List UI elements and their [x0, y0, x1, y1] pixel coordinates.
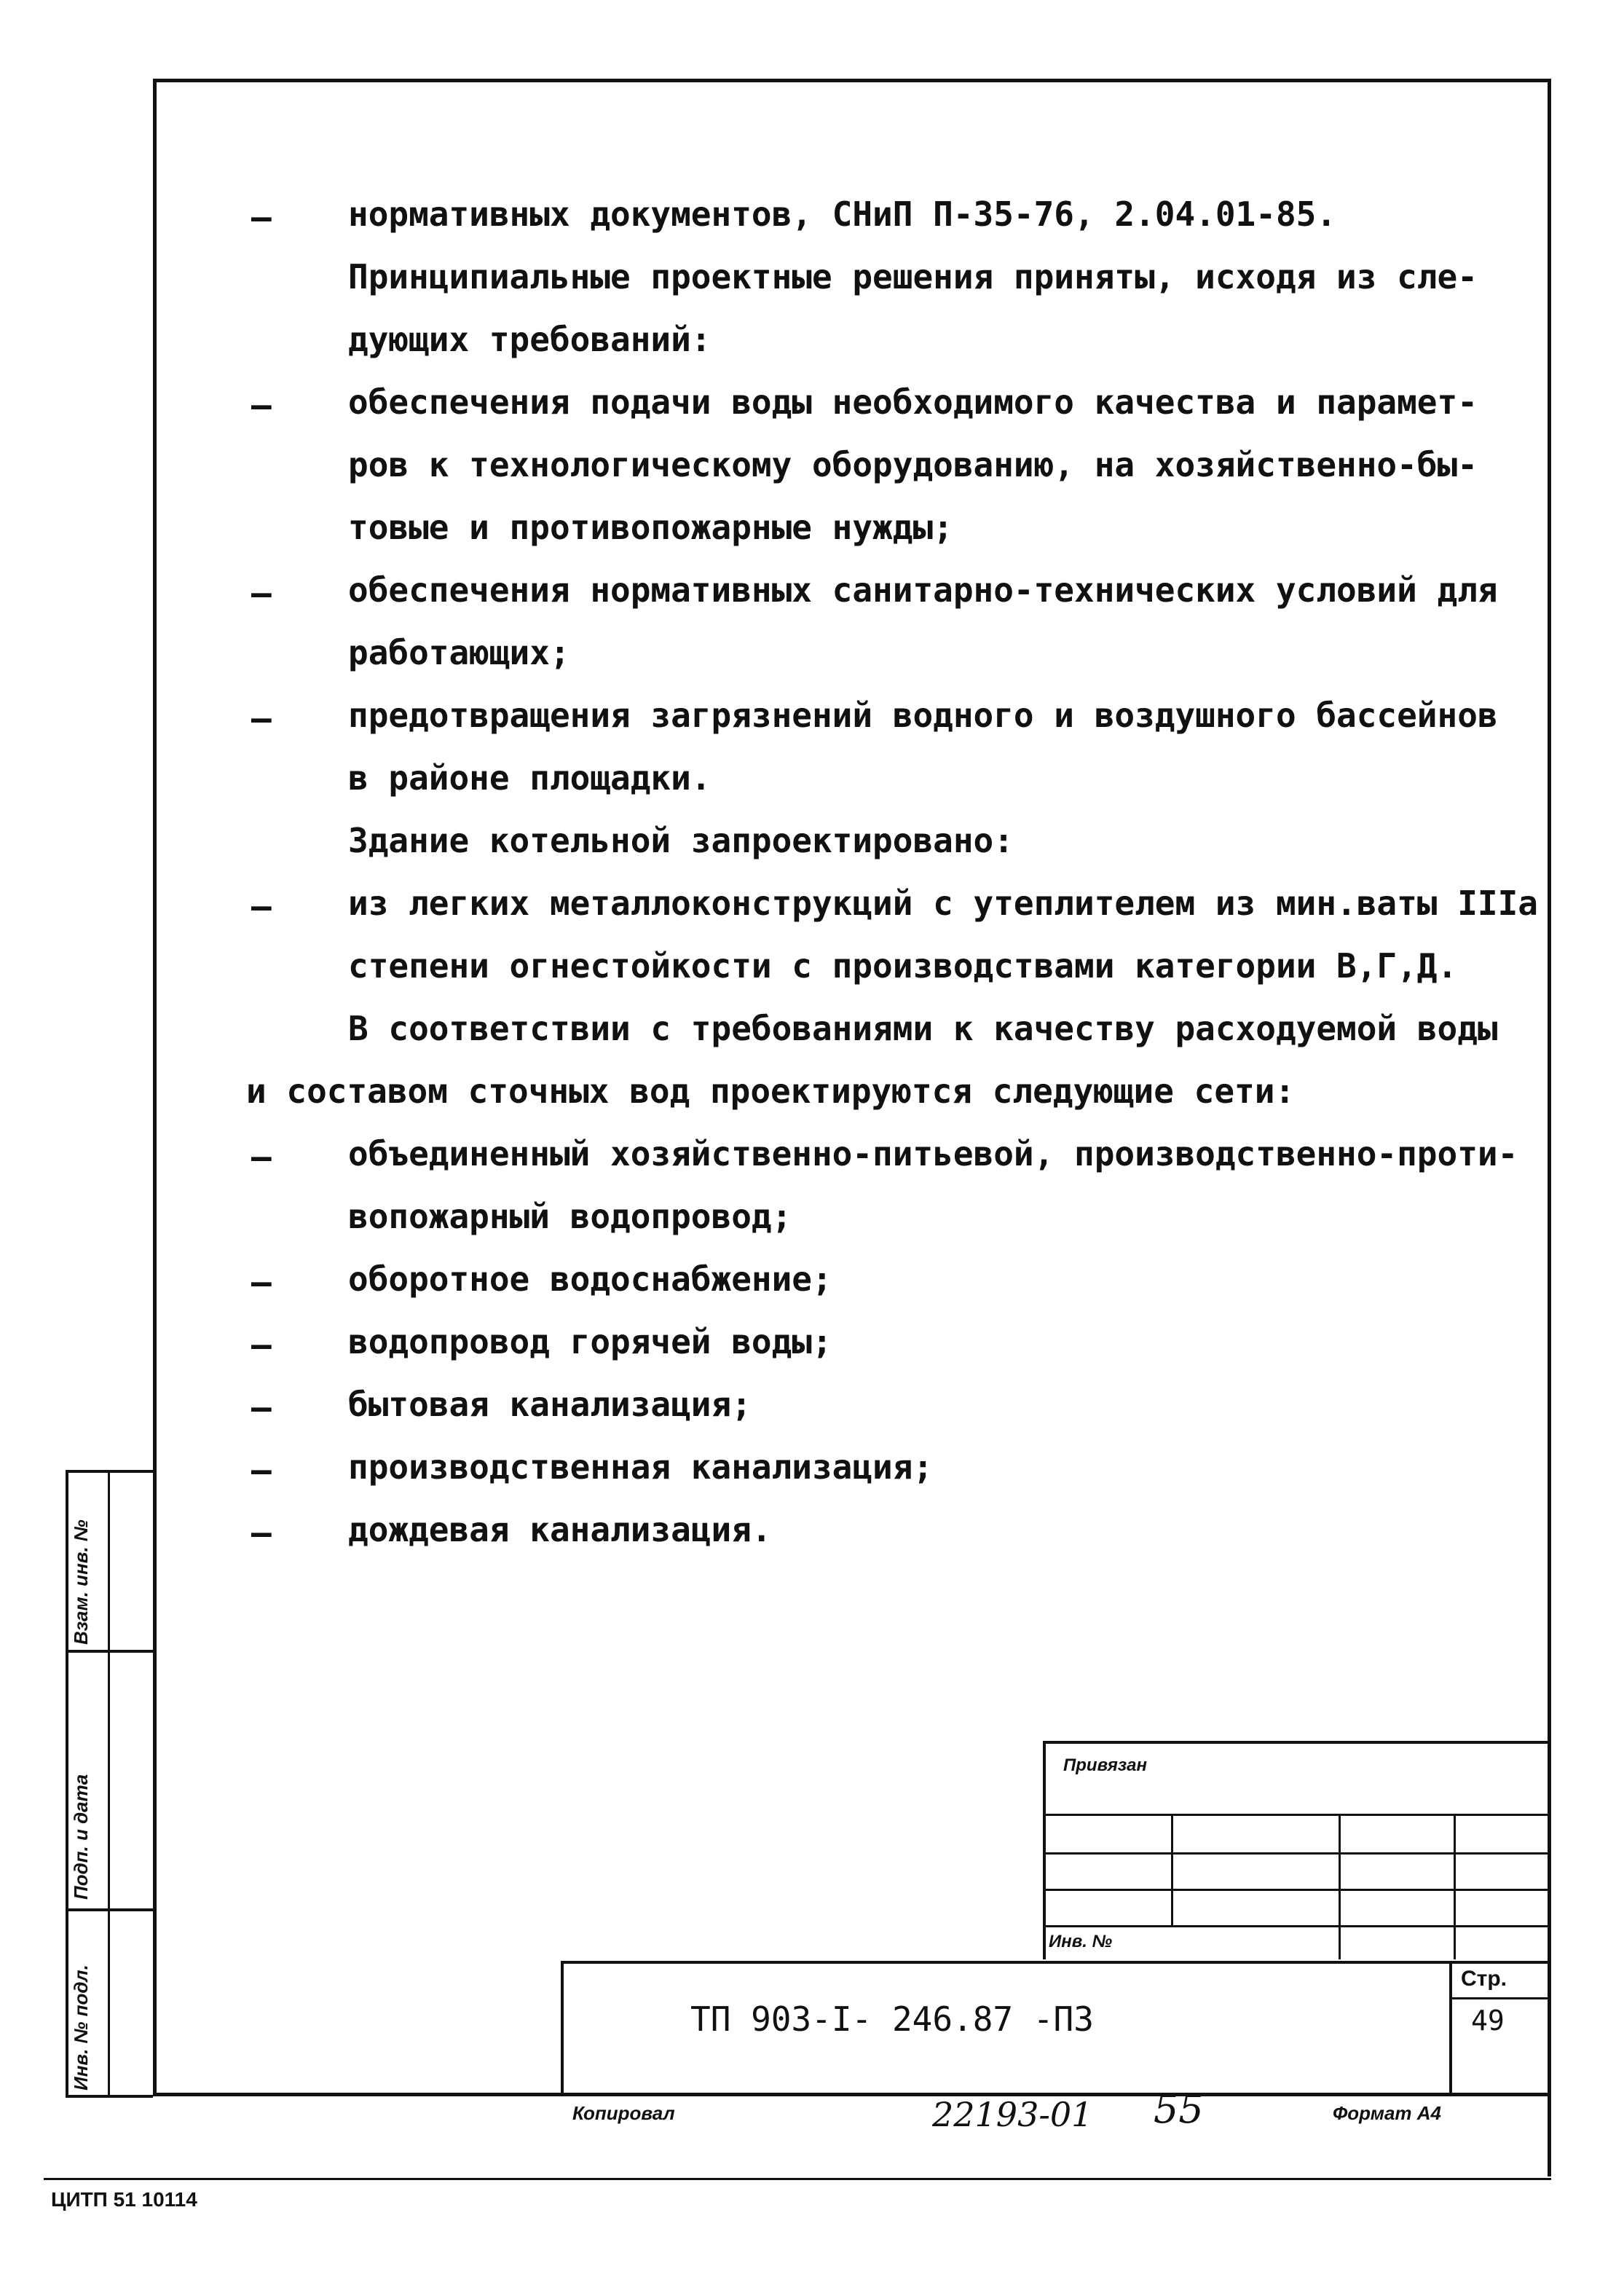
table-line: [1043, 1852, 1551, 1855]
stamp-line: [1449, 1961, 1452, 2096]
inv-no-label: Инв. №: [1049, 1932, 1113, 1951]
frame-right-border: [1548, 79, 1551, 2176]
frame-left-border: [153, 80, 157, 2094]
bullet-dash: –: [251, 699, 272, 738]
stamp-line: [561, 1961, 1551, 1964]
bullet-dash: –: [251, 1388, 272, 1427]
privyazan-label: Привязан: [1063, 1755, 1147, 1775]
body-line: обеспечения подачи воды необходимого качества и парамет-: [348, 382, 1478, 422]
side-label-podp-data: Подп. и дата: [70, 1774, 92, 1900]
body-line: нормативных документов, СНиП П-35-76, 2.04.01-85.: [348, 194, 1337, 234]
body-line: объединенный хозяйственно-питьевой, производственно-проти-: [348, 1134, 1518, 1173]
body-line: обеспечения нормативных санитарно-технических условий для: [348, 570, 1498, 610]
format-label: Формат А4: [1333, 2102, 1441, 2124]
body-line: и составом сточных вод проектируются следующие сети:: [246, 1071, 1296, 1111]
bullet-dash: –: [251, 1513, 272, 1552]
table-line: [1043, 1889, 1551, 1891]
table-line: [1339, 1814, 1341, 1959]
handwritten-number: 22193-01: [932, 2095, 1093, 2134]
table-line: [1043, 1741, 1551, 1744]
bullet-dash: –: [251, 197, 272, 237]
body-line: товые и противопожарные нужды;: [348, 508, 953, 547]
page-number: 49: [1471, 2005, 1505, 2037]
body-line: В соответствии с требованиями к качеству расходуемой воды: [348, 1009, 1498, 1048]
table-line: [1454, 1814, 1456, 1959]
body-line: в районе площадки.: [348, 758, 712, 798]
body-line: бытовая канализация;: [348, 1385, 752, 1424]
bullet-dash: –: [251, 573, 272, 613]
body-line: водопровод горячей воды;: [348, 1322, 832, 1361]
bullet-dash: –: [251, 385, 272, 425]
kopiroval-label: Копировал: [572, 2102, 675, 2124]
bullet-dash: –: [251, 886, 272, 926]
print-mark: ЦИТП 51 10114: [51, 2188, 197, 2211]
bullet-dash: –: [251, 1262, 272, 1302]
body-line: дождевая канализация.: [348, 1510, 772, 1549]
body-line: степени огнестойкости с производствами категории В,Г,Д.: [348, 946, 1458, 986]
bullet-dash: –: [251, 1325, 272, 1364]
footer-line: [44, 2178, 1551, 2180]
side-label-vzam-inv: Взам. инв. №: [70, 1519, 92, 1645]
body-line: из легких металлоконструкций с утеплителем из мин.ваты IIIа: [348, 884, 1538, 923]
table-line: [1171, 1814, 1173, 1927]
table-line: [1043, 1814, 1551, 1816]
body-line: Здание котельной запроектировано:: [348, 821, 1014, 860]
body-line: ров к технологическому оборудованию, на хозяйственно-бы-: [348, 445, 1478, 484]
body-line: работающих;: [348, 633, 570, 672]
side-stamp-row-line: [66, 1908, 153, 1911]
body-line: вопожарный водопровод;: [348, 1197, 792, 1236]
body-line: дующих требований:: [348, 320, 712, 359]
side-stamp-row-line: [66, 1650, 153, 1653]
body-line: предотвращения загрязнений водного и воздушного бассейнов: [348, 696, 1498, 735]
page-label: Стр.: [1461, 1967, 1507, 1991]
body-line: производственная канализация;: [348, 1447, 934, 1487]
stamp-line: [153, 2093, 1551, 2096]
bullet-dash: –: [251, 1137, 272, 1176]
side-label-inv-podl: Инв. № подл.: [70, 1964, 92, 2091]
stamp-line: [561, 1961, 564, 2096]
bullet-dash: –: [251, 1450, 272, 1490]
table-line: [1043, 1925, 1551, 1927]
handwritten-page: 55: [1154, 2086, 1204, 2132]
body-line: оборотное водоснабжение;: [348, 1259, 832, 1299]
body-line: Принципиальные проектные решения приняты, исходя из сле-: [348, 257, 1478, 296]
side-stamp-divider: [108, 1470, 110, 2098]
document-code: ТП 903-I- 246.87 -ПЗ: [690, 1999, 1094, 2039]
frame-top-border: [153, 79, 1551, 82]
stamp-line: [1449, 1997, 1551, 1999]
